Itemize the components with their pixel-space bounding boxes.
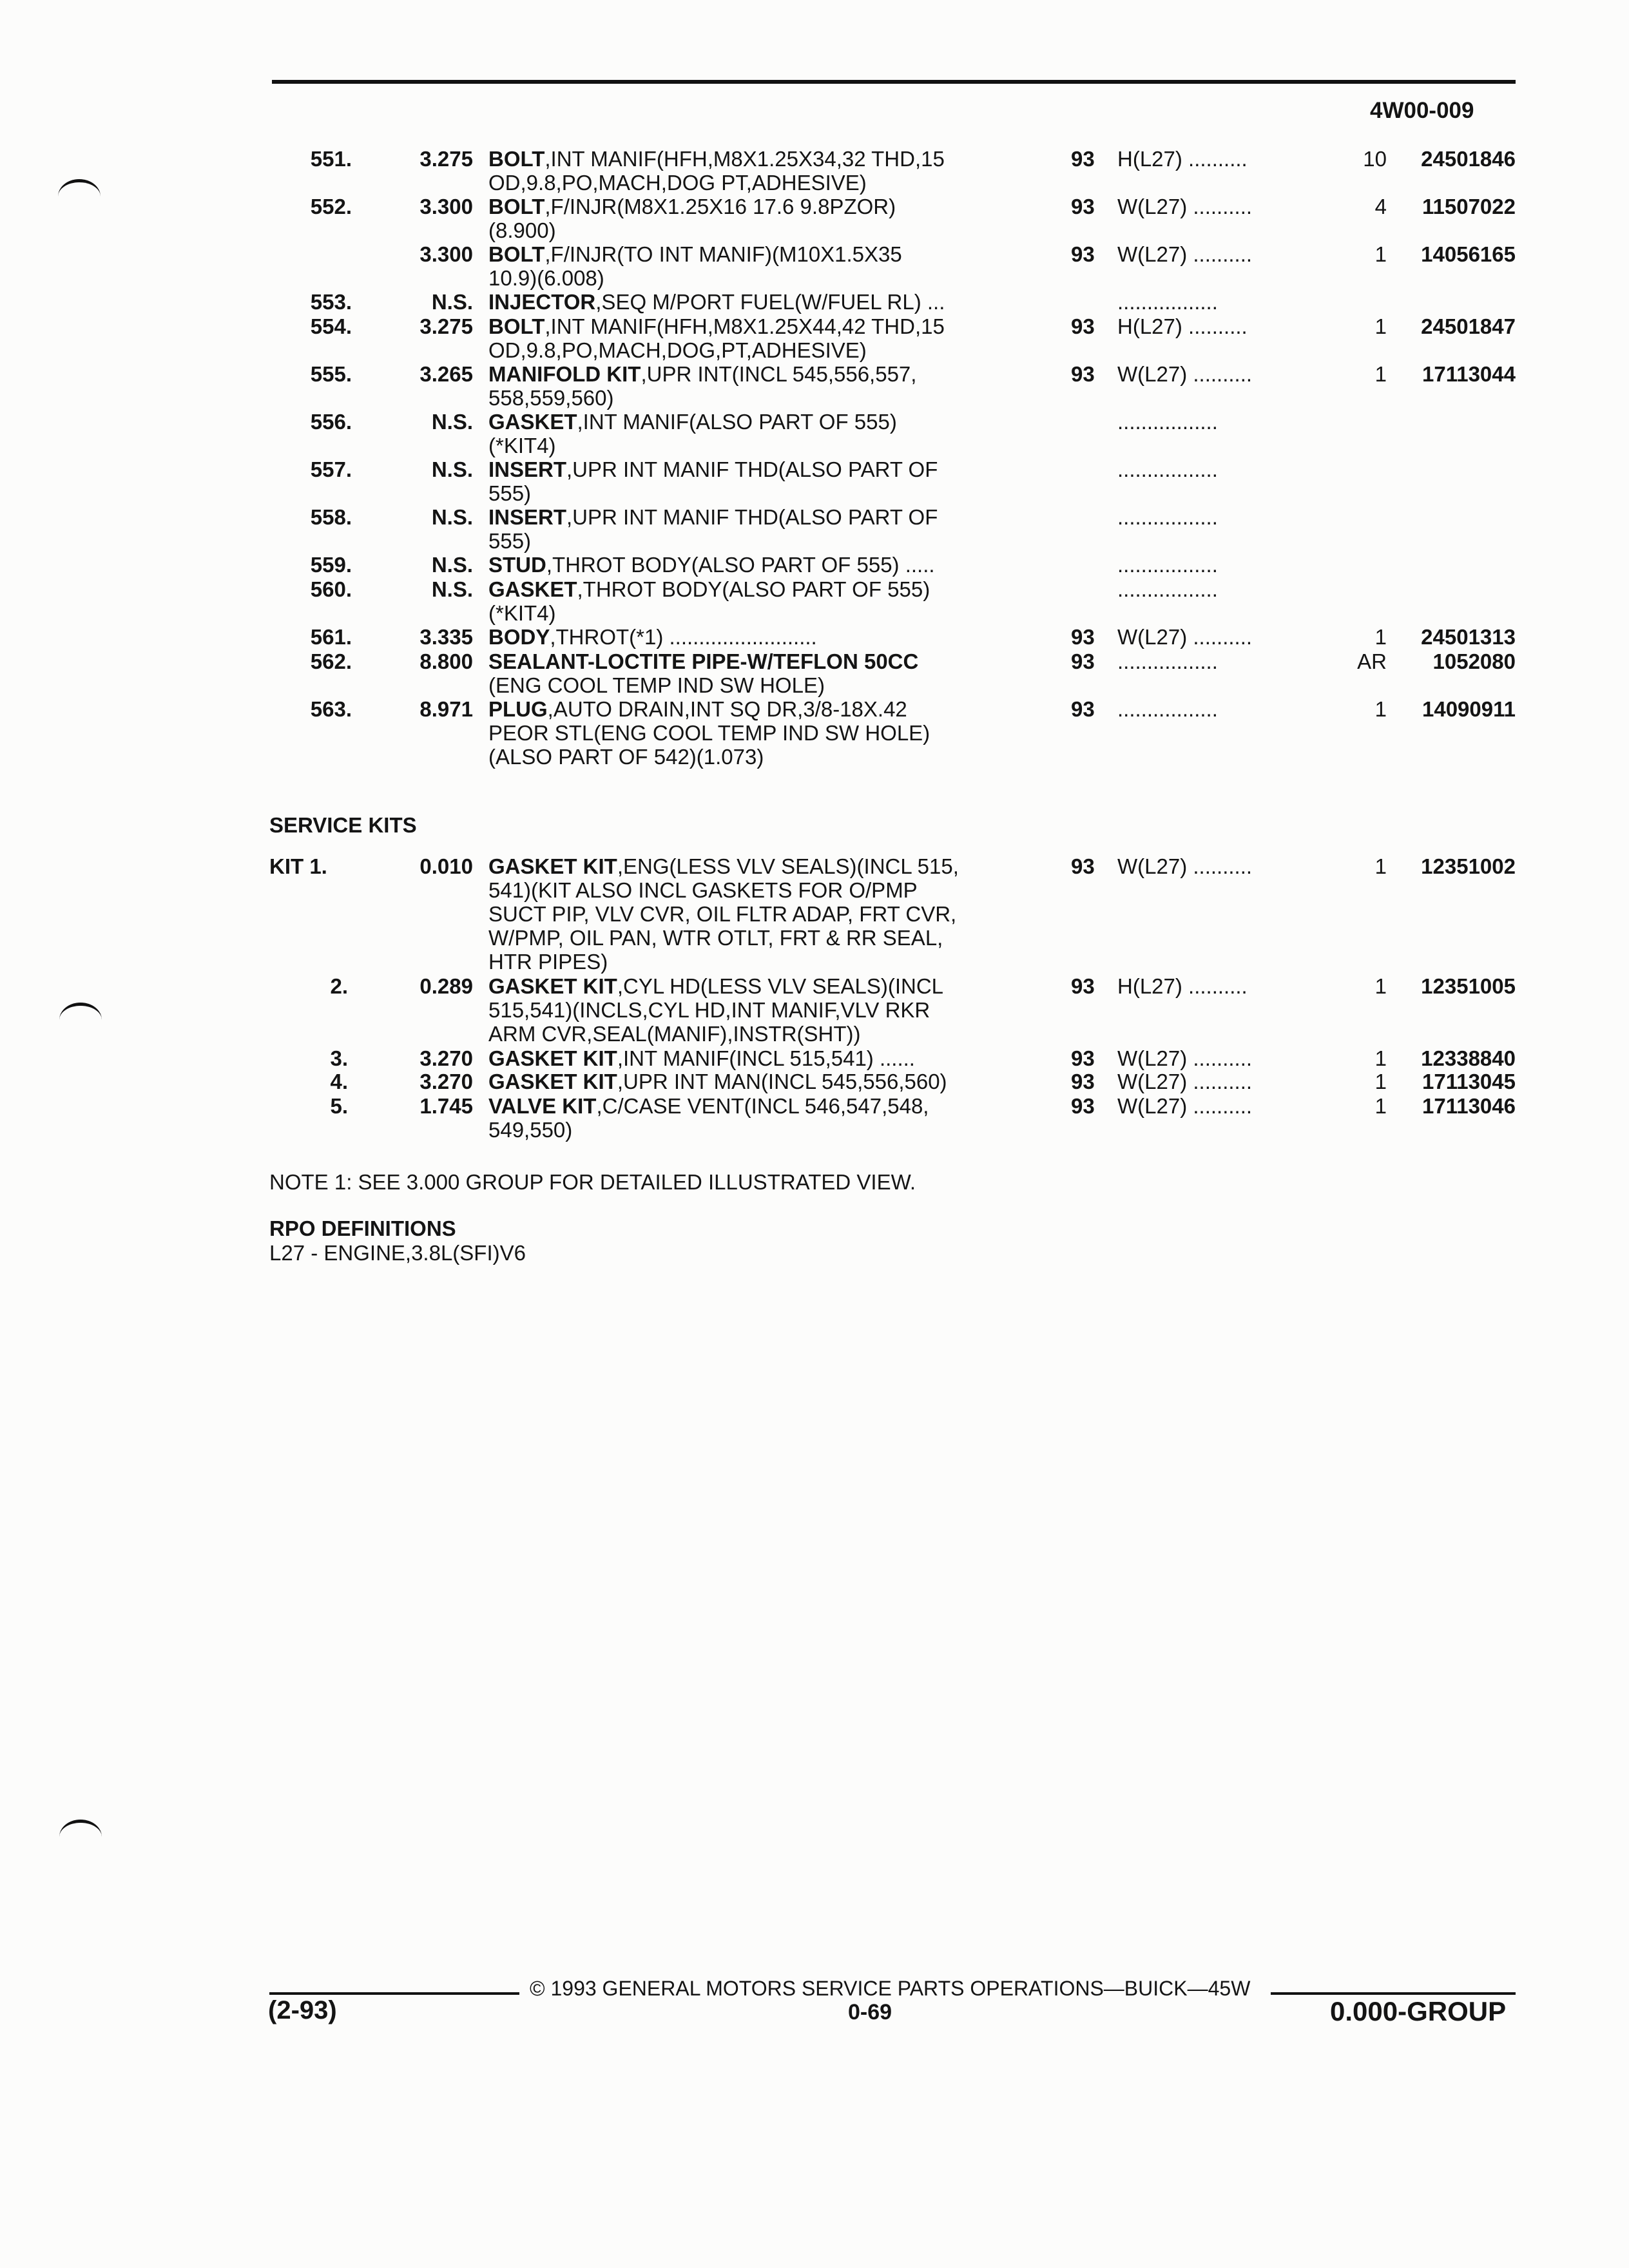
punch-hole-mark <box>59 1820 102 1837</box>
part-name: GASKET KIT <box>488 854 617 878</box>
part-name: SEALANT-LOCTITE PIPE-W/TEFLON 50CC <box>488 649 919 673</box>
item-key: 559. <box>310 553 352 577</box>
series-code: 93 <box>1071 625 1095 649</box>
series-code: 93 <box>1071 314 1095 338</box>
footer-copyright: © 1993 GENERAL MOTORS SERVICE PARTS OPERATIONS—BUICK—45W <box>530 1977 1251 2000</box>
part-name: BOLT <box>488 314 545 338</box>
part-description-line: ,AUTO DRAIN,INT SQ DR,3/8-18X.42 <box>547 697 907 721</box>
series-code: 93 <box>1071 1094 1095 1118</box>
group-number: 0.289 <box>419 974 473 998</box>
usage-code: ................. <box>1117 457 1218 481</box>
quantity: AR <box>1357 649 1387 673</box>
part-description <box>488 974 943 998</box>
part-description-line: SUCT PIP, VLV CVR, OIL FLTR ADAP, FRT CVR, <box>488 902 957 926</box>
group-number: 3.265 <box>419 362 473 386</box>
part-name: INSERT <box>488 505 567 529</box>
series-code: 93 <box>1071 854 1095 878</box>
series-code: 93 <box>1071 362 1095 386</box>
part-description-line: HTR PIPES) <box>488 950 608 974</box>
usage-code: W(L27) .......... <box>1117 1070 1253 1093</box>
quantity: 1 <box>1374 974 1387 998</box>
part-description <box>488 195 896 218</box>
part-name: BOLT <box>488 195 545 218</box>
part-description-line: ,INT MANIF(HFH,M8X1.25X44,42 THD,15 <box>545 314 945 338</box>
part-description-line: ,F/INJR(TO INT MANIF)(M10X1.5X35 <box>545 242 902 266</box>
part-description-line: (ALSO PART OF 542)(1.073) <box>488 745 764 769</box>
part-description-line: (8.900) <box>488 218 556 242</box>
part-description <box>488 697 907 721</box>
part-description-line: OD,9.8,PO,MACH,DOG,PT,ADHESIVE) <box>488 338 867 362</box>
part-description <box>488 1094 929 1118</box>
quantity: 1 <box>1374 1070 1387 1093</box>
part-description-line: 10.9)(6.008) <box>488 266 604 290</box>
quantity: 1 <box>1374 1046 1387 1070</box>
item-key: 557. <box>310 457 352 481</box>
punch-hole-mark <box>59 1003 102 1020</box>
group-number: N.S. <box>431 505 473 529</box>
part-description-line: ,CYL HD(LESS VLV SEALS)(INCL <box>617 974 944 998</box>
part-description-line: ,UPR INT(INCL 545,556,557, <box>641 362 917 386</box>
group-number: 0.010 <box>419 854 473 878</box>
part-description-line: (ENG COOL TEMP IND SW HOLE) <box>488 673 825 697</box>
part-name: STUD <box>488 553 546 577</box>
part-name: GASKET <box>488 410 577 434</box>
part-description-line: ,THROT(*1) ......................... <box>550 625 817 649</box>
group-number: 3.300 <box>419 242 473 266</box>
rpo-definitions-heading: RPO DEFINITIONS <box>269 1216 456 1240</box>
part-description-line: 541)(KIT ALSO INCL GASKETS FOR O/PMP <box>488 878 918 902</box>
usage-code: H(L27) .......... <box>1117 974 1248 998</box>
usage-code: ................. <box>1117 577 1218 601</box>
part-description-line: ,INT MANIF(ALSO PART OF 555) <box>577 410 897 434</box>
part-name: VALVE KIT <box>488 1094 597 1118</box>
part-description <box>488 553 935 577</box>
part-description <box>488 625 817 649</box>
part-description-line: 558,559,560) <box>488 386 614 410</box>
part-description-line: ARM CVR,SEAL(MANIF),INSTR(SHT)) <box>488 1022 861 1046</box>
group-number: 3.270 <box>419 1046 473 1070</box>
footer-rule-left <box>269 1992 519 1995</box>
part-name: BOLT <box>488 147 545 171</box>
part-number: 14056165 <box>1421 242 1516 266</box>
part-description <box>488 314 945 338</box>
part-number: 17113045 <box>1422 1070 1516 1093</box>
part-number: 17113046 <box>1422 1094 1516 1118</box>
part-description <box>488 410 897 434</box>
part-name: BODY <box>488 625 550 649</box>
usage-code: W(L27) .......... <box>1117 242 1253 266</box>
quantity: 1 <box>1374 314 1387 338</box>
usage-code: ................. <box>1117 649 1218 673</box>
usage-code: H(L27) .......... <box>1117 314 1248 338</box>
part-description-line: ,UPR INT MANIF THD(ALSO PART OF <box>566 457 938 481</box>
part-description-line: 555) <box>488 529 532 553</box>
quantity: 1 <box>1374 854 1387 878</box>
usage-code: ................. <box>1117 697 1218 721</box>
group-number: 3.335 <box>419 625 473 649</box>
footer-date: (2-93) <box>268 1996 337 2024</box>
usage-code: H(L27) .......... <box>1117 147 1248 171</box>
part-description-line: 555) <box>488 481 532 505</box>
item-key: 553. <box>310 290 352 314</box>
part-number: 12351002 <box>1421 854 1516 878</box>
item-key: 556. <box>310 410 352 434</box>
service-kits-heading: SERVICE KITS <box>269 813 417 837</box>
part-name: GASKET KIT <box>488 1070 617 1093</box>
header-rule <box>272 80 1516 84</box>
series-code: 93 <box>1071 195 1095 218</box>
item-key: 552. <box>310 195 352 218</box>
part-description-line: (*KIT4) <box>488 434 556 457</box>
group-number: N.S. <box>431 577 473 601</box>
rpo-definition: L27 - ENGINE,3.8L(SFI)V6 <box>269 1241 526 1265</box>
part-description <box>488 649 918 673</box>
usage-code: ................. <box>1117 553 1218 577</box>
item-key: 4. <box>330 1070 348 1093</box>
item-key: 560. <box>310 577 352 601</box>
part-description <box>488 854 959 878</box>
item-key: 561. <box>310 625 352 649</box>
group-number: 1.745 <box>419 1094 473 1118</box>
group-number: N.S. <box>431 290 473 314</box>
usage-code: ................. <box>1117 410 1218 434</box>
item-key: 563. <box>310 697 352 721</box>
series-code: 93 <box>1071 1070 1095 1093</box>
usage-code: W(L27) .......... <box>1117 625 1253 649</box>
part-description <box>488 147 945 171</box>
part-description-line: W/PMP, OIL PAN, WTR OTLT, FRT & RR SEAL, <box>488 926 943 950</box>
part-description-line: 549,550) <box>488 1118 573 1142</box>
part-description <box>488 577 930 601</box>
part-name: PLUG <box>488 697 548 721</box>
part-description <box>488 505 938 529</box>
series-code: 93 <box>1071 147 1095 171</box>
part-description-line: OD,9.8,PO,MACH,DOG PT,ADHESIVE) <box>488 171 867 195</box>
item-key: 562. <box>310 649 352 673</box>
part-description-line: ,UPR INT MANIF THD(ALSO PART OF <box>566 505 938 529</box>
part-description-line: ,UPR INT MAN(INCL 545,556,560) <box>617 1070 947 1093</box>
part-name: INJECTOR <box>488 290 596 314</box>
group-number: 8.971 <box>419 697 473 721</box>
part-number: 17113044 <box>1422 362 1516 386</box>
part-description-line: ,THROT BODY(ALSO PART OF 555) ..... <box>546 553 935 577</box>
usage-code: W(L27) .......... <box>1117 1046 1253 1070</box>
quantity: 1 <box>1374 362 1387 386</box>
part-name: GASKET <box>488 577 577 601</box>
part-name: GASKET KIT <box>488 1046 617 1070</box>
item-key: 3. <box>330 1046 348 1070</box>
part-description-line: (*KIT4) <box>488 601 556 625</box>
usage-code: ................. <box>1117 505 1218 529</box>
part-description-line: 515,541)(INCLS,CYL HD,INT MANIF,VLV RKR <box>488 998 930 1022</box>
item-key: 554. <box>310 314 352 338</box>
group-number: 3.300 <box>419 195 473 218</box>
part-number: 1052080 <box>1432 649 1516 673</box>
usage-code: ................. <box>1117 290 1218 314</box>
part-description-line: ,INT MANIF(HFH,M8X1.25X34,32 THD,15 <box>545 147 945 171</box>
part-description <box>488 290 945 314</box>
part-description-line: ,SEQ M/PORT FUEL(W/FUEL RL) ... <box>595 290 945 314</box>
part-name: MANIFOLD KIT <box>488 362 641 386</box>
document-number: 4W00-009 <box>1370 98 1474 123</box>
series-code: 93 <box>1071 974 1095 998</box>
series-code: 93 <box>1071 649 1095 673</box>
part-number: 24501313 <box>1421 625 1516 649</box>
part-description <box>488 457 938 481</box>
part-description-line: PEOR STL(ENG COOL TEMP IND SW HOLE) <box>488 721 930 745</box>
quantity: 1 <box>1374 242 1387 266</box>
series-code: 93 <box>1071 697 1095 721</box>
part-description <box>488 1070 947 1093</box>
punch-hole-mark <box>58 179 101 197</box>
part-description <box>488 362 916 386</box>
part-description-line: ,ENG(LESS VLV SEALS)(INCL 515, <box>617 854 959 878</box>
part-description-line: ,C/CASE VENT(INCL 546,547,548, <box>596 1094 929 1118</box>
usage-code: W(L27) .......... <box>1117 854 1253 878</box>
group-number: 3.275 <box>419 147 473 171</box>
item-key: KIT 1. <box>269 854 327 878</box>
usage-code: W(L27) .......... <box>1117 195 1253 218</box>
part-number: 11507022 <box>1422 195 1516 218</box>
series-code: 93 <box>1071 242 1095 266</box>
part-description <box>488 242 902 266</box>
group-number: 3.270 <box>419 1070 473 1093</box>
item-key: 2. <box>330 974 348 998</box>
group-number: N.S. <box>431 457 473 481</box>
item-key: 558. <box>310 505 352 529</box>
page-number: 0-69 <box>848 2000 892 2024</box>
usage-code: W(L27) .......... <box>1117 1094 1253 1118</box>
part-number: 12338840 <box>1421 1046 1516 1070</box>
item-key: 555. <box>310 362 352 386</box>
part-description <box>488 1046 915 1070</box>
part-name: GASKET KIT <box>488 974 617 998</box>
group-number: N.S. <box>431 410 473 434</box>
part-name: BOLT <box>488 242 545 266</box>
item-key: 5. <box>330 1094 348 1118</box>
group-number: N.S. <box>431 553 473 577</box>
part-description-line: ,INT MANIF(INCL 515,541) ...... <box>617 1046 915 1070</box>
part-description-line: ,F/INJR(M8X1.25X16 17.6 9.8PZOR) <box>545 195 896 218</box>
group-number: 8.800 <box>419 649 473 673</box>
part-description-line: ,THROT BODY(ALSO PART OF 555) <box>577 577 930 601</box>
note-text: NOTE 1: SEE 3.000 GROUP FOR DETAILED ILLUSTRATED VIEW. <box>269 1170 916 1194</box>
footer-rule-right <box>1271 1992 1516 1995</box>
part-number: 24501846 <box>1421 147 1516 171</box>
quantity: 1 <box>1374 625 1387 649</box>
quantity: 4 <box>1374 195 1387 218</box>
group-number: 3.275 <box>419 314 473 338</box>
quantity: 1 <box>1374 697 1387 721</box>
quantity: 1 <box>1374 1094 1387 1118</box>
footer-group: 0.000-GROUP <box>1330 1996 1507 2026</box>
part-number: 14090911 <box>1422 697 1516 721</box>
part-name: INSERT <box>488 457 567 481</box>
part-number: 12351005 <box>1421 974 1516 998</box>
usage-code: W(L27) .......... <box>1117 362 1253 386</box>
item-key: 551. <box>310 147 352 171</box>
series-code: 93 <box>1071 1046 1095 1070</box>
quantity: 10 <box>1363 147 1387 171</box>
part-number: 24501847 <box>1421 314 1516 338</box>
